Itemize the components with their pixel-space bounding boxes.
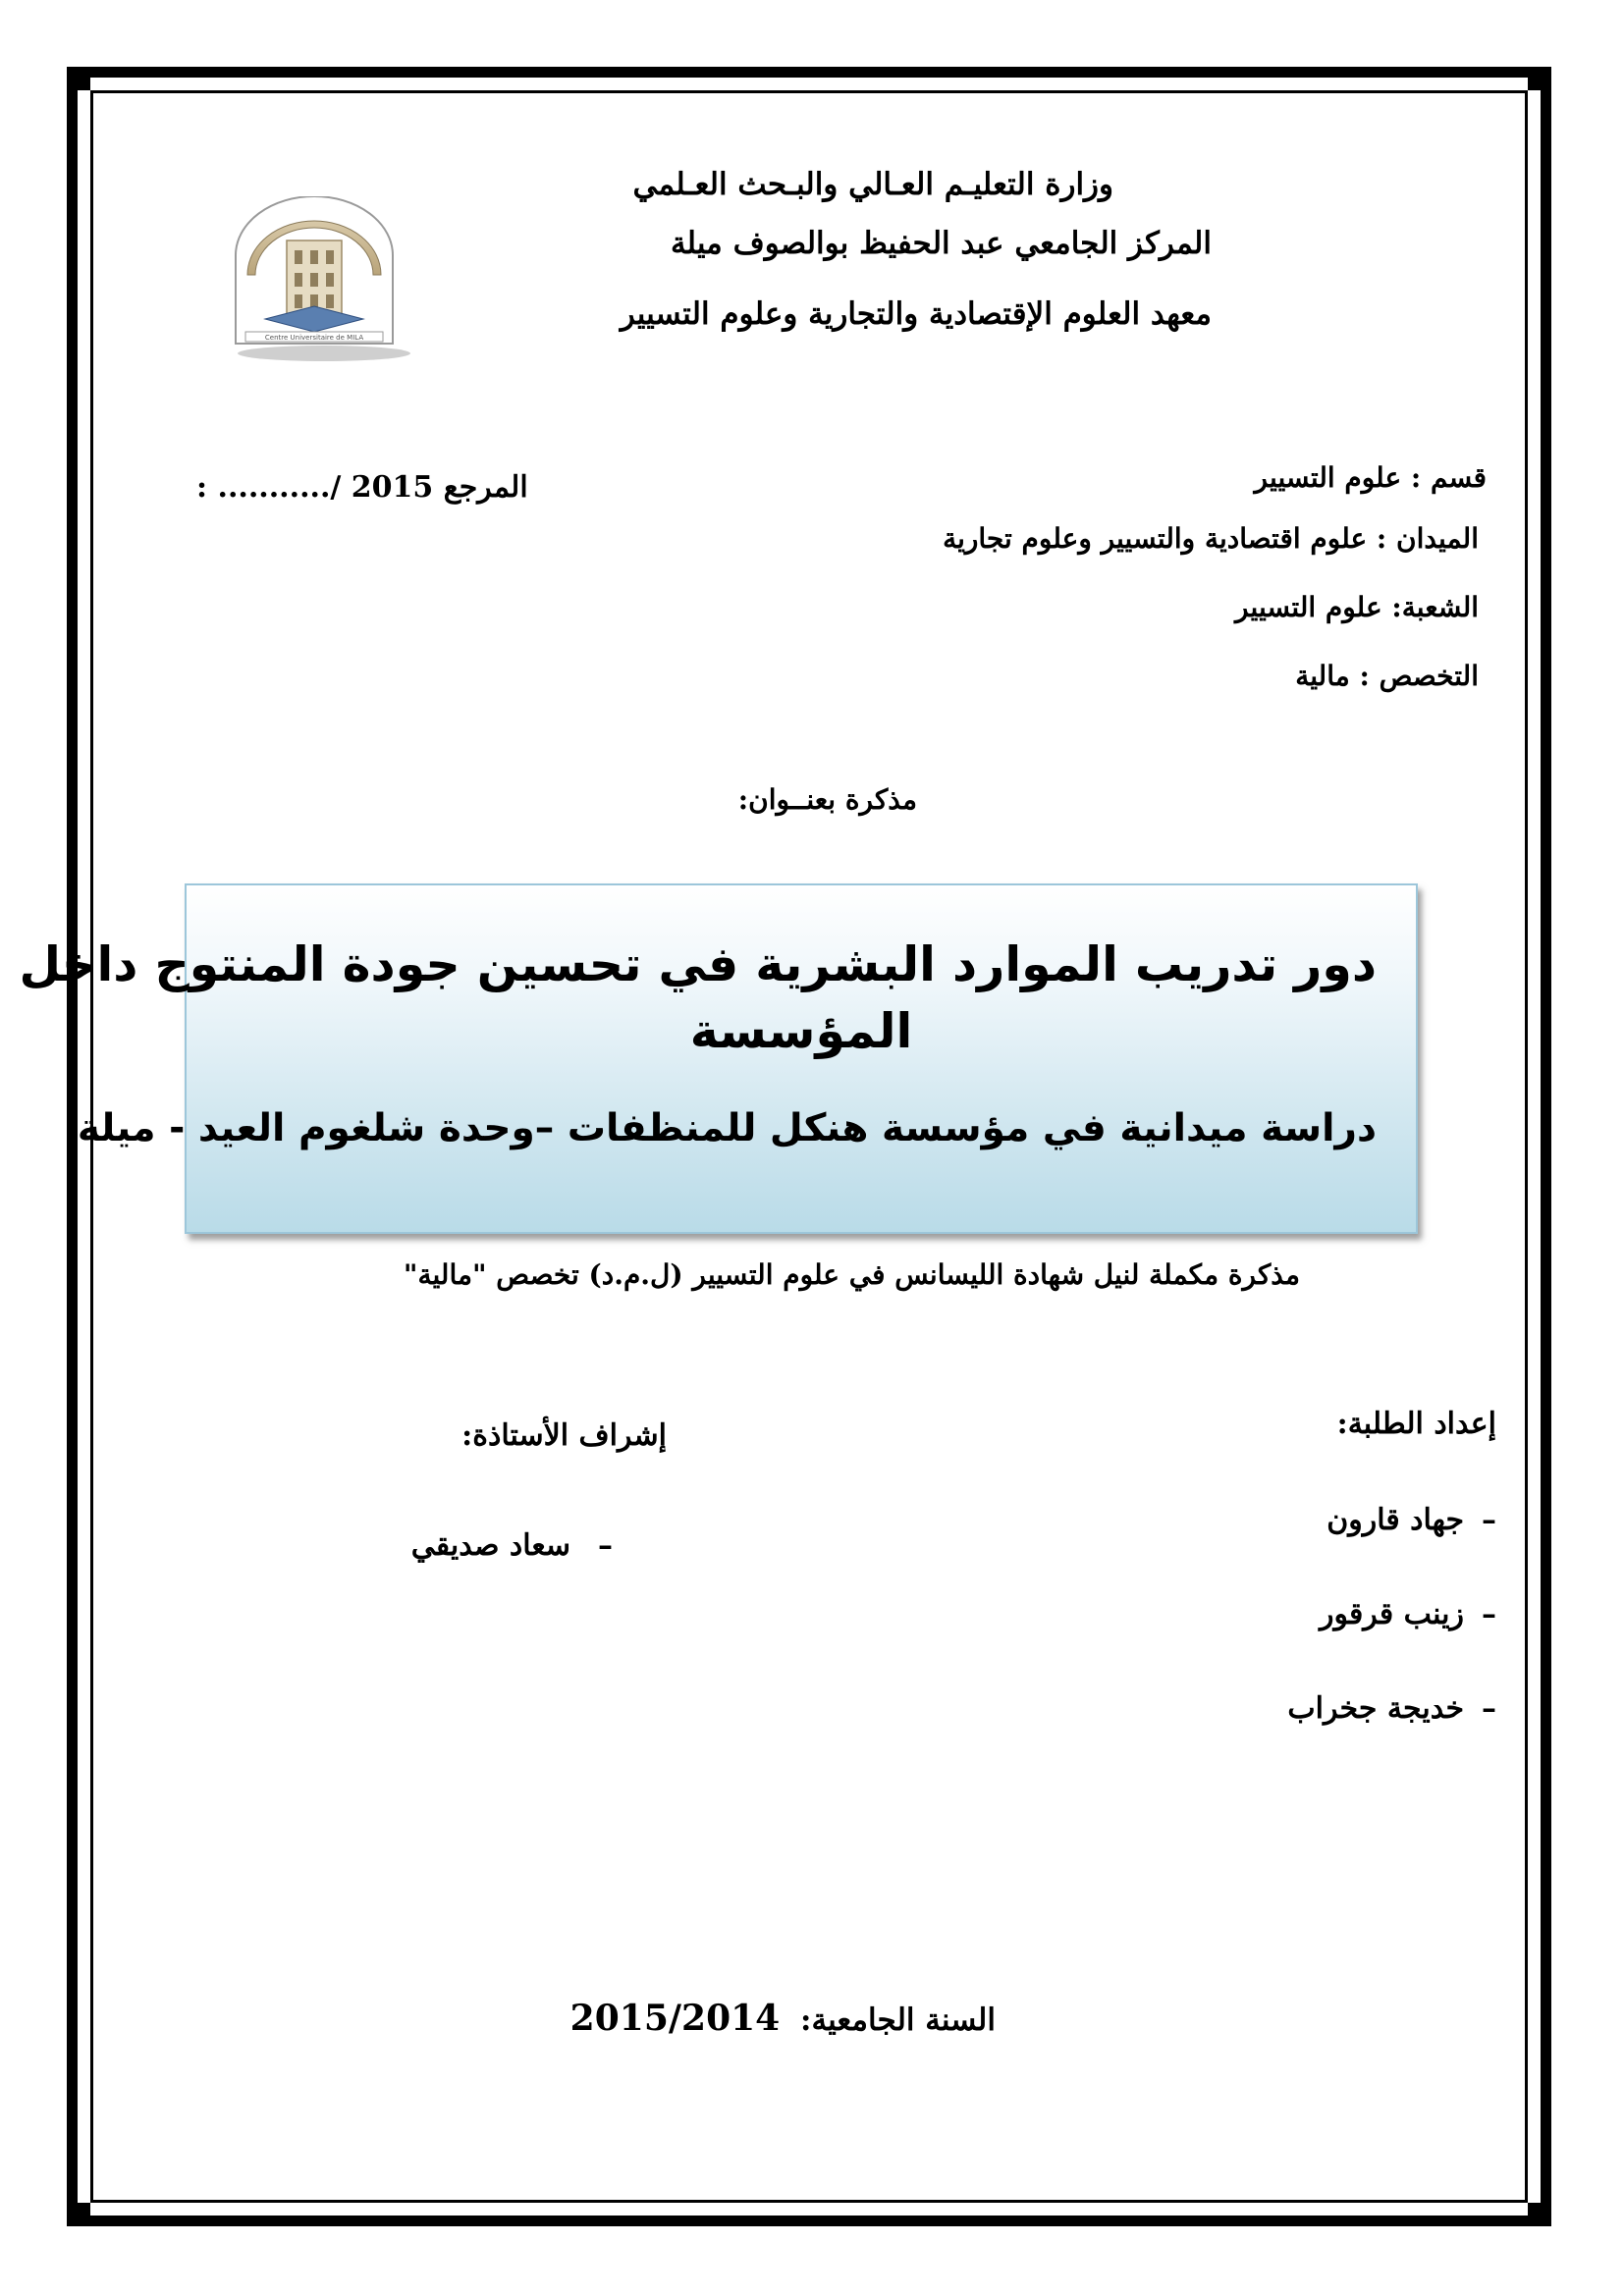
reference-label: المرجع [443,470,528,505]
list-dash: – [1482,1597,1496,1631]
list-dash: – [1482,1691,1496,1726]
academic-year-line [570,1997,996,2042]
student-item [1287,1690,1496,1728]
student-name: زينب قرقور [1319,1597,1464,1631]
list-dash: – [1482,1503,1496,1537]
thesis-title-box [19,883,1418,1234]
thesis-title-line1: دور تدريب الموارد البشرية في تحسين جودة المنتوج داخل [19,936,1377,992]
university-logo-icon [226,196,412,363]
branch-field: الشعبة: علوم التسيير [1235,591,1479,623]
student-item [1326,1502,1496,1539]
department-field: قسم : علوم التسيير [1254,461,1487,494]
border-corner [67,2203,90,2226]
degree-note: مذكرة مكملة لنيل شهادة الليسانس في علوم التسيير (ل.م.د) تخصص "مالية" [403,1258,1300,1291]
reference-line [196,469,528,507]
student-name: جهاد قارون [1326,1503,1464,1537]
university-line: المركز الجامعي عبد الحفيظ بوالصوف ميلة [670,226,1212,261]
student-name: خديجة جخراب [1287,1691,1464,1726]
memo-label: مذكرة بعنــوان: [737,783,917,816]
svg-text:Centre Universitaire de MILA: Centre Universitaire de MILA [264,334,364,342]
academic-year-label: السنة الجامعية: [800,2002,996,2038]
students-label: إعداد الطلبة: [1336,1407,1496,1441]
border-corner [67,67,90,90]
thesis-subtitle: دراسة ميدانية في مؤسسة هنكل للمنظفات –وحدة شلغوم العيد - ميلة [77,1106,1377,1150]
specialty-field: التخصص : مالية [1295,660,1479,692]
supervisor-item [411,1527,613,1565]
border-corner [1528,67,1551,90]
institute-line: معهد العلوم الإقتصادية والتجارية وعلوم التسيير [620,296,1212,332]
reference-value: : .........../ 2015 [196,470,434,505]
ministry-line: وزارة التعليـم العـالي والبـحث العـلمي [632,167,1113,202]
university-logo [226,196,412,363]
domain-field: الميدان : علوم اقتصادية والتسيير وعلوم تجارية [943,522,1479,555]
supervisor-name: سعاد صديقي [410,1528,570,1563]
list-dash: – [598,1528,613,1563]
supervisor-label: إشراف الأستاذة: [461,1418,667,1453]
thesis-title-line2: المؤسسة [689,1003,913,1059]
student-item [1320,1596,1496,1633]
border-corner [1528,2203,1551,2226]
academic-year-value: 2015/2014 [569,1998,781,2039]
